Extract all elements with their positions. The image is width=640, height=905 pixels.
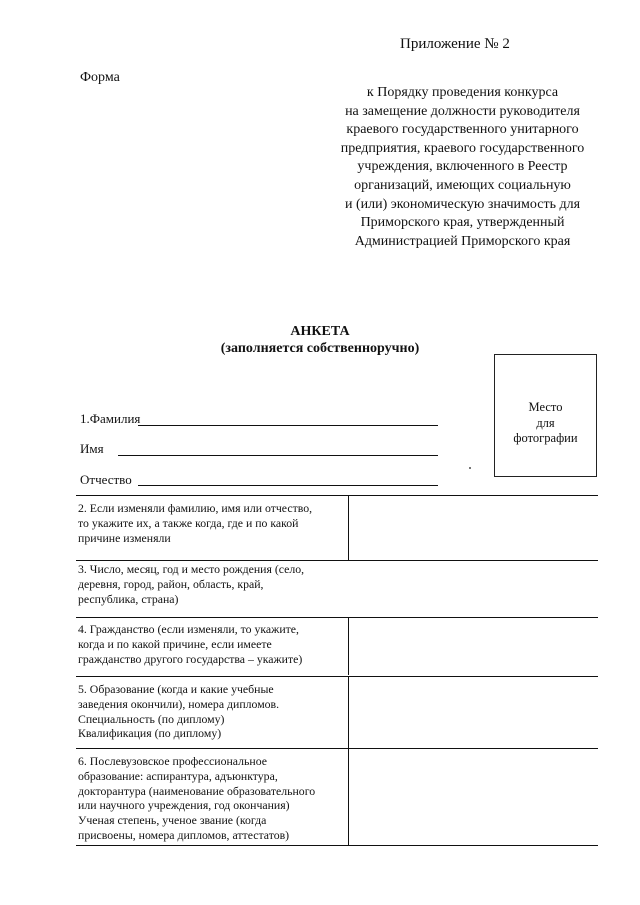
table-divider (76, 748, 598, 749)
answer-cell[interactable] (352, 750, 596, 843)
patronymic-field[interactable] (138, 485, 438, 486)
patronymic-label: Отчество (80, 472, 132, 487)
appendix-description (300, 84, 625, 251)
document-subtitle: (заполняется собственноручно) (220, 341, 420, 356)
surname-field[interactable] (138, 425, 438, 426)
appendix-line: организаций, имеющих социальную (354, 177, 571, 193)
question-text: 5. Образование (когда и какие учебные (78, 682, 274, 696)
question-text: то укажите их, а также когда, где и по какой (78, 515, 299, 530)
appendix-line: Приморского края, утвержденный (360, 215, 565, 231)
column-divider (348, 676, 349, 748)
answer-cell[interactable] (352, 678, 596, 746)
column-divider (348, 748, 349, 845)
scan-mark (469, 467, 471, 469)
appendix-line: на замещение должности руководителя (345, 103, 580, 119)
question-text: образование: аспирантура, адъюнктура, (78, 768, 278, 783)
question-text: докторантура (наименование образовательного (78, 783, 316, 798)
question-text: присвоены, номера дипломов, аттестатов) (78, 827, 290, 842)
document-title: АНКЕТА (290, 324, 350, 339)
questionnaire-table (76, 495, 598, 847)
question-text: Специальность (по диплому) (78, 711, 225, 726)
photo-caption-line: для (536, 415, 555, 430)
question-text: 3. Число, месяц, год и место рождения (село, (78, 562, 305, 576)
table-row (78, 501, 346, 545)
appendix-line: и (или) экономическую значимость для (344, 196, 581, 212)
question-text: причине изменяли (78, 530, 171, 545)
table-row (78, 682, 346, 741)
answer-cell[interactable] (352, 497, 596, 558)
photo-caption-line: Место (528, 400, 563, 414)
question-text: гражданство другого государства – укажите) (78, 651, 303, 666)
table-divider (76, 495, 598, 496)
table-row (78, 754, 346, 843)
column-divider (348, 495, 349, 560)
question-text: республика, страна) (78, 591, 179, 606)
table-divider (76, 676, 598, 677)
appendix-line: предприятия, краевого государственного (340, 140, 585, 156)
appendix-line: учреждения, включенного в Реестр (357, 159, 568, 175)
appendix-line: к Порядку проведения конкурса (366, 85, 559, 100)
name-label: Имя (80, 441, 104, 456)
table-row (78, 622, 346, 666)
question-text: заведения окончили), номера дипломов. (78, 696, 280, 711)
surname-label: 1.Фамилия (80, 411, 141, 426)
appendix-line: краевого государственного унитарного (346, 122, 579, 138)
question-text: деревня, город, район, область, край, (78, 576, 264, 591)
answer-cell[interactable] (352, 562, 596, 615)
question-text: 4. Гражданство (если изменяли, то укажите, (78, 622, 299, 636)
appendix-line: Администрацией Приморского края (354, 233, 571, 249)
form-label: Форма (80, 70, 120, 85)
appendix-label: Приложение № 2 (400, 36, 510, 52)
column-divider (348, 617, 349, 675)
question-text: 6. Послевузовское профессиональное (78, 754, 267, 768)
question-text: Квалификация (по диплому) (78, 726, 222, 741)
question-text: Ученая степень, ученое звание (когда (78, 813, 267, 828)
question-text: когда и по какой причине, если имеете (78, 636, 272, 651)
photo-placeholder-box (494, 354, 597, 477)
table-divider (76, 560, 598, 561)
answer-cell[interactable] (352, 619, 596, 674)
photo-caption-line: фотографии (513, 431, 578, 445)
name-field[interactable] (118, 455, 438, 456)
question-text: 2. Если изменяли фамилию, имя или отчество, (78, 501, 313, 515)
table-row (78, 562, 346, 606)
table-divider (76, 617, 598, 618)
table-divider (76, 845, 598, 846)
question-text: или научного учреждения, год окончания) (78, 798, 290, 813)
